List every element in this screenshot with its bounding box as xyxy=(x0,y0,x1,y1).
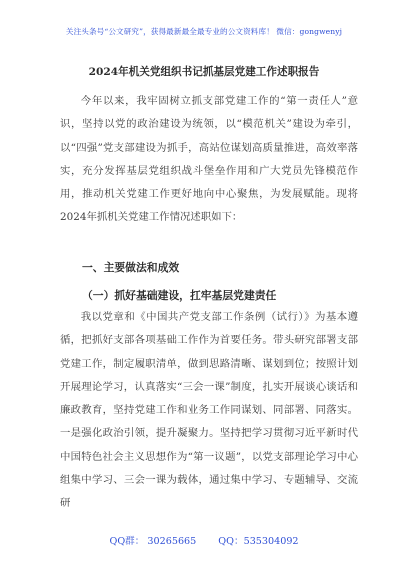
footer-qq-number: QQ：535304092 xyxy=(218,536,299,547)
intro-paragraph: 今年以来，我牢固树立抓支部党建工作的“第一责任人”意识，坚持以党的政治建设为统领，以“模范机关”建设为牵引，以“四强”党支部建设为抓手，高站位谋划高质量推进，高效率落实，充分发挥基层党组织战斗堡垒作用和广大党员先锋模范作用，推动机关党建工作更好地向中心聚焦，为发展赋能。现将2024年抓机关党建工作情况述职如下： xyxy=(60,95,358,224)
section-heading: 一、主要做法和成效 xyxy=(82,261,180,274)
top-banner: 关注头条号“公文研究”，获得最新最全最专业的公文资料库！ 微信：gongwenyj xyxy=(65,27,343,36)
subsection-heading: （一）抓好基础建设，扛牢基层党建责任 xyxy=(82,289,277,302)
footer-contact xyxy=(0,533,408,547)
document-title: 2024年机关党组织书记抓基层党建工作述职报告 xyxy=(88,66,320,78)
body-paragraph: 我以党章和《中国共产党支部工作条例（试行）》为基本遵循，把抓好支部各项基础工作作为首要任务。带头研究部署支部党建工作，制定履职清单，做到思路清晰、谋划到位；按照计划开展理论学习，认真落实“三会一课”制度，扎实开展谈心谈话和廉政教育，坚持党建工作和业务工作同谋划、同部署、同落实。一是强化政治引领，提升凝聚力。坚持把学习贯彻习近平新时代中国特色社会主义思想作为“第一议题”，以党支部理论学习中心组集中学习、三会一课为载体，通过集中学习、专题辅导、交流研 xyxy=(60,311,358,510)
footer-qq-group: QQ群： 30265665 xyxy=(109,536,197,547)
